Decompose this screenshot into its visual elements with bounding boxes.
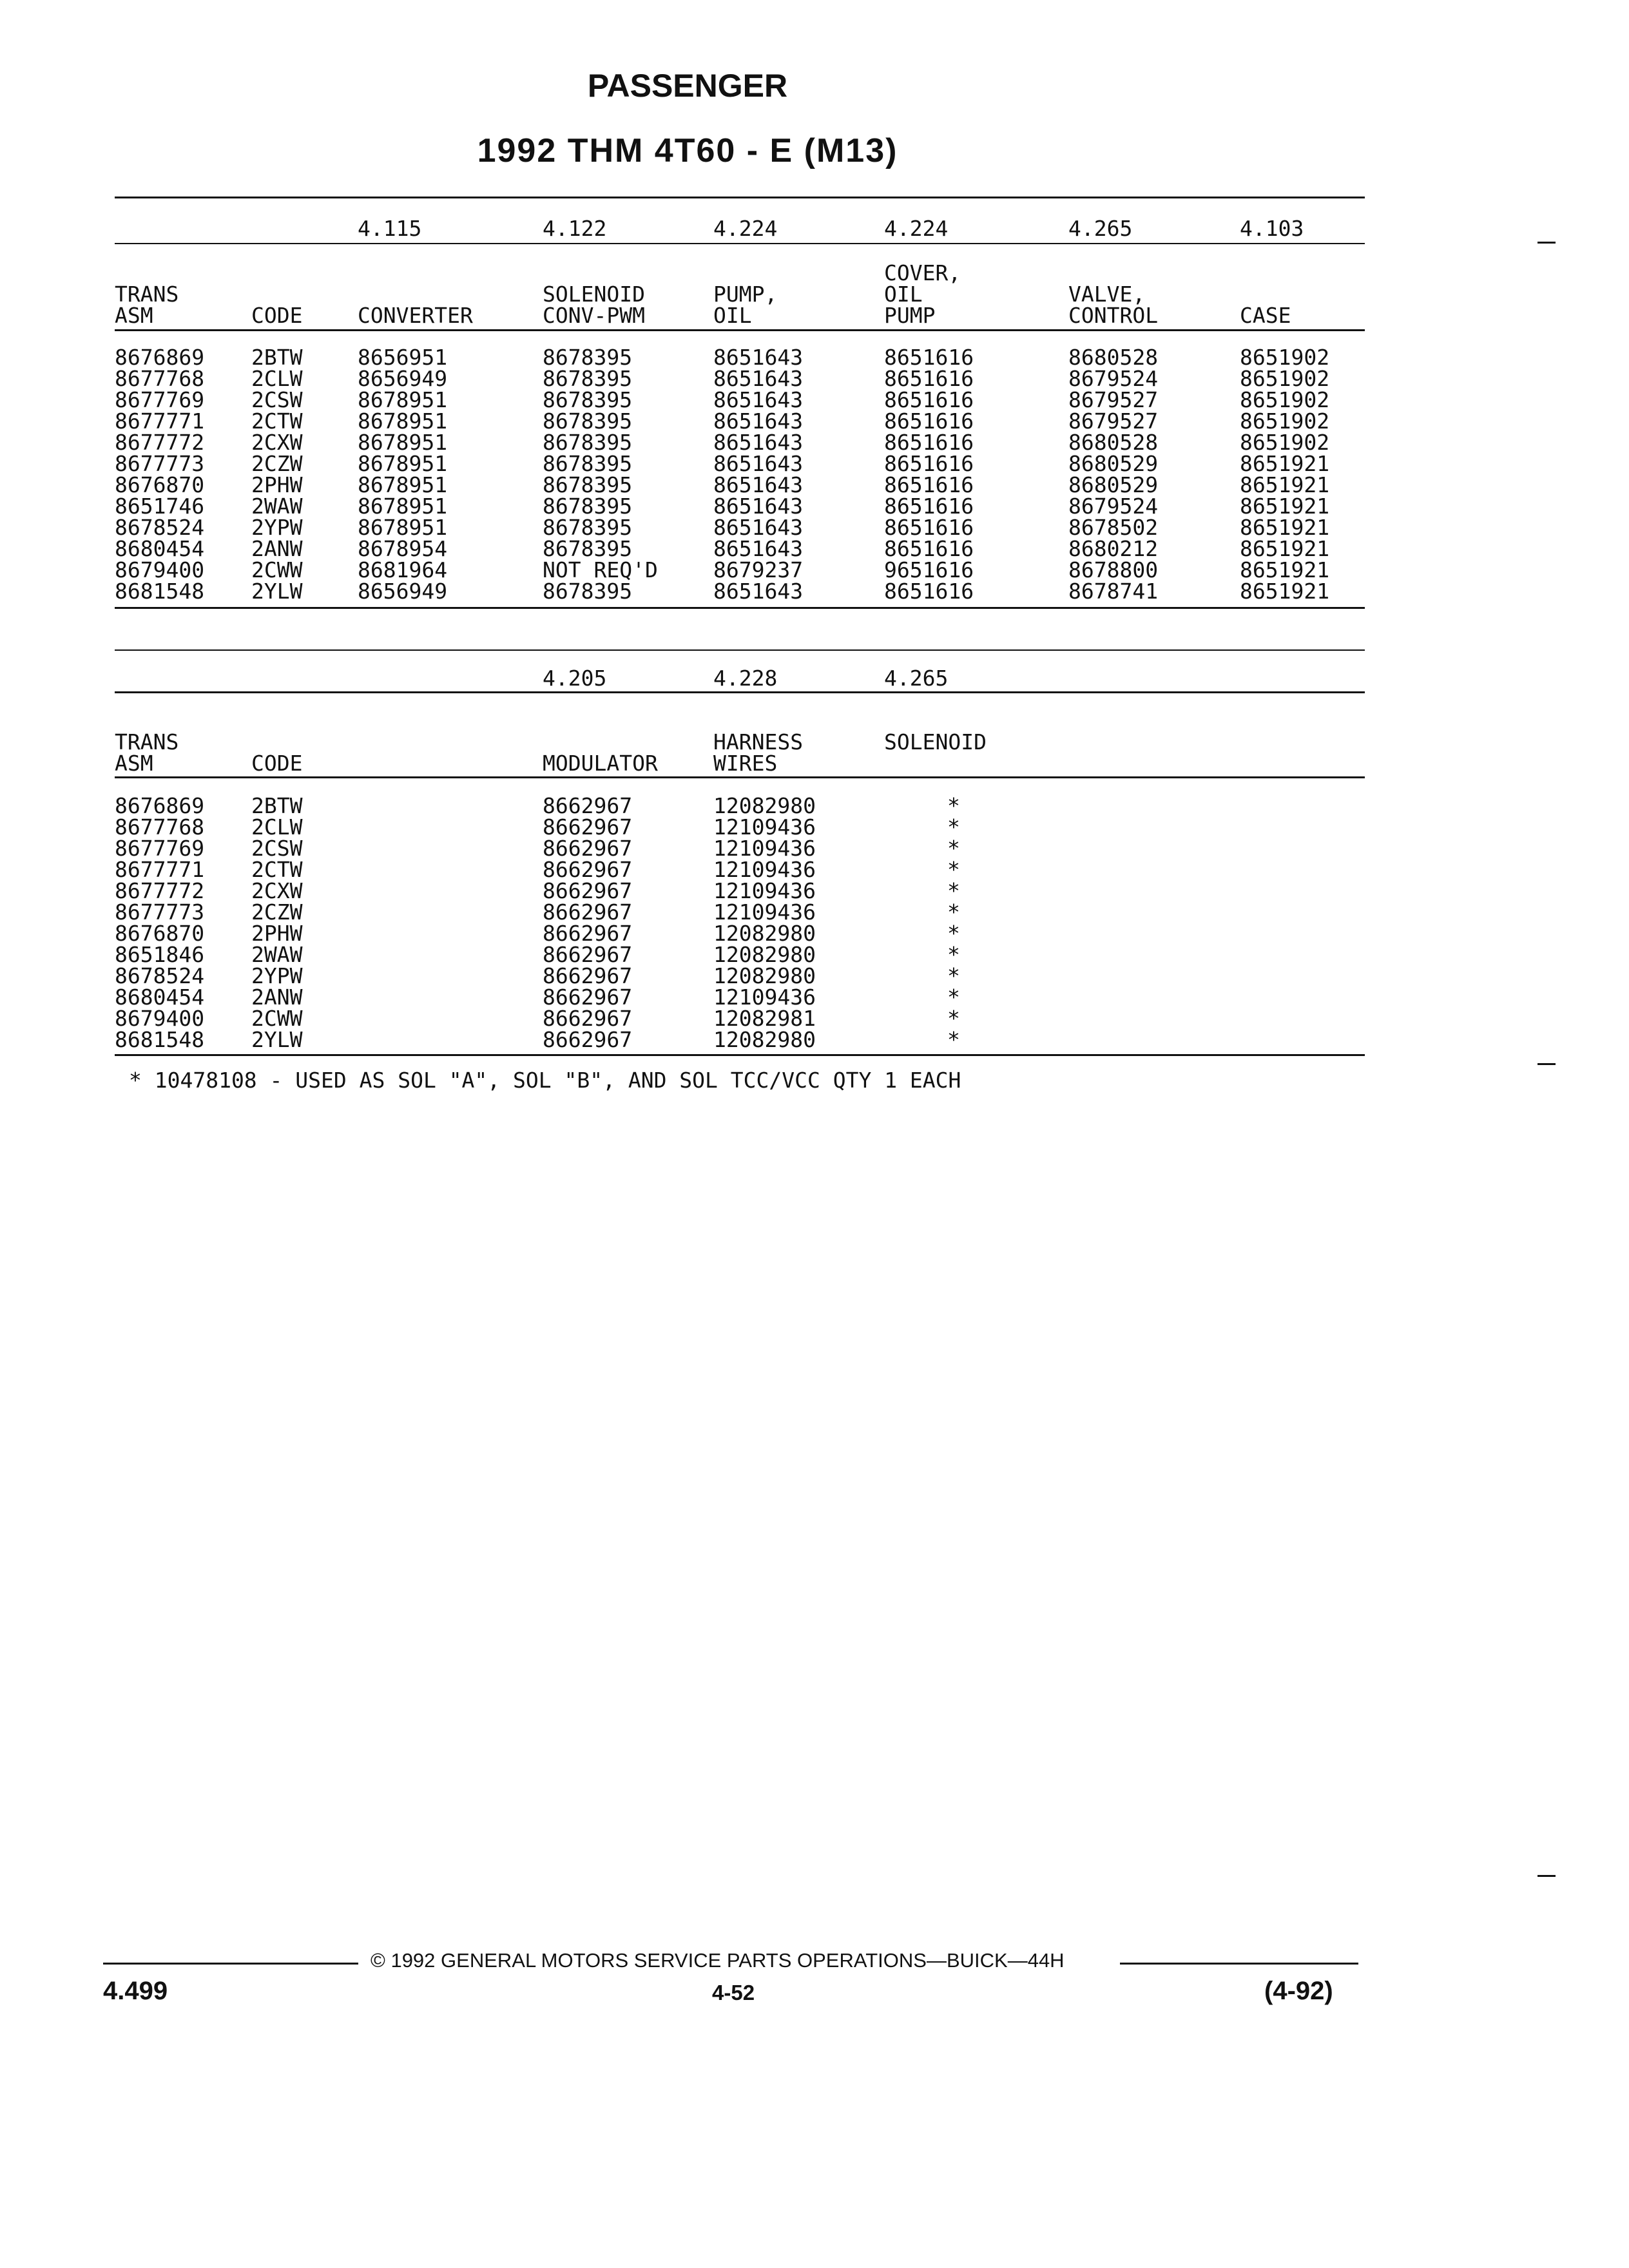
table-cell: 12082980 — [713, 963, 816, 988]
table-cell: 8677772 — [115, 878, 205, 903]
table-cell: 8662967 — [543, 1027, 633, 1052]
table-cell: 8651616 — [884, 451, 974, 476]
table-cell: 8662967 — [543, 793, 633, 818]
column-header: SOLENOID — [543, 282, 645, 307]
table-cell: 8678395 — [543, 408, 633, 434]
table-cell: 8678951 — [358, 408, 448, 434]
table-cell: 8651643 — [713, 387, 804, 412]
table-cell: 2YPW — [251, 963, 303, 988]
table-cell: 8678395 — [543, 430, 633, 455]
solenoid-asterisk: * — [947, 793, 960, 818]
table1-top-rule — [115, 197, 1365, 198]
table-cell: 2CLW — [251, 366, 303, 391]
table-cell: 2CXW — [251, 878, 303, 903]
table-cell: 8651616 — [884, 536, 974, 561]
table-cell: 8678395 — [543, 387, 633, 412]
column-header: ASM — [115, 303, 153, 328]
table-cell: 8678951 — [358, 515, 448, 540]
table-cell: 8651921 — [1240, 451, 1330, 476]
table2-bottom-rule — [115, 1054, 1365, 1056]
solenoid-asterisk: * — [947, 963, 960, 988]
table-cell: 2CWW — [251, 1006, 303, 1031]
table-cell: 2WAW — [251, 494, 303, 519]
solenoid-asterisk: * — [947, 921, 960, 946]
column-header: SOLENOID — [884, 729, 987, 754]
table-cell: 8651643 — [713, 430, 804, 455]
solenoid-asterisk: * — [947, 1027, 960, 1052]
table-cell: 8651902 — [1240, 430, 1330, 455]
table-cell: 8651921 — [1240, 515, 1330, 540]
footer-page-left: 4.499 — [103, 1977, 168, 2005]
column-header: MODULATOR — [543, 751, 658, 776]
table-cell: 8662967 — [543, 857, 633, 882]
table-cell: 8651921 — [1240, 536, 1330, 561]
table-cell: 8662967 — [543, 942, 633, 967]
table-cell: 8680529 — [1068, 472, 1159, 497]
table-cell: 8678395 — [543, 345, 633, 370]
solenoid-asterisk: * — [947, 836, 960, 861]
table-cell: 8662967 — [543, 899, 633, 925]
table-cell: 8651616 — [884, 494, 974, 519]
table-cell: 8651643 — [713, 515, 804, 540]
table-cell: 2ANW — [251, 985, 303, 1010]
table-cell: 8678951 — [358, 451, 448, 476]
table1-header-rule — [115, 329, 1365, 331]
column-header: CONTROL — [1068, 303, 1159, 328]
solenoid-asterisk: * — [947, 814, 960, 840]
table-cell: 8681548 — [115, 1027, 205, 1052]
table-cell: 8677771 — [115, 408, 205, 434]
footer-page-center: 4-52 — [712, 1981, 755, 2004]
table-cell: 2CTW — [251, 857, 303, 882]
table-cell: 8662967 — [543, 1006, 633, 1031]
page-title: PASSENGER — [587, 68, 788, 104]
table-cell: 8678954 — [358, 536, 448, 561]
column-header: PUMP — [884, 303, 936, 328]
table-cell: 2WAW — [251, 942, 303, 967]
table-cell: 2PHW — [251, 921, 303, 946]
column-header: TRANS — [115, 729, 179, 754]
column-header: OIL — [713, 303, 752, 328]
table-cell: 8651616 — [884, 408, 974, 434]
margin-mark — [1537, 1875, 1556, 1877]
table-cell: 8651616 — [884, 387, 974, 412]
table2-top-rule — [115, 649, 1365, 651]
margin-mark — [1537, 242, 1556, 244]
table-cell: 2CZW — [251, 451, 303, 476]
table-cell: 8651902 — [1240, 366, 1330, 391]
table2-code-rule — [115, 691, 1365, 693]
table-cell: 8680212 — [1068, 536, 1159, 561]
table-cell: 2YLW — [251, 1027, 303, 1052]
footer-copyright: © 1992 GENERAL MOTORS SERVICE PARTS OPERATIONS—BUICK—44H — [371, 1949, 1065, 1972]
table-cell: 8680454 — [115, 985, 205, 1010]
column-header: COVER, — [884, 260, 961, 285]
solenoid-asterisk: * — [947, 857, 960, 882]
table-cell: 8662967 — [543, 963, 633, 988]
table-cell: 12082980 — [713, 1027, 816, 1052]
table-cell: 8678951 — [358, 472, 448, 497]
column-header: PUMP, — [713, 282, 778, 307]
table-cell: 8678395 — [543, 515, 633, 540]
table-cell: 8679237 — [713, 557, 804, 582]
footnote: * 10478108 - USED AS SOL "A", SOL "B", AND SOL TCC/VCC QTY 1 EACH — [129, 1068, 961, 1093]
section-code: 4.103 — [1240, 216, 1304, 241]
table-cell: 8651616 — [884, 472, 974, 497]
table-cell: 12109436 — [713, 899, 816, 925]
table-cell: 8677773 — [115, 899, 205, 925]
table-cell: 12109436 — [713, 857, 816, 882]
section-code: 4.115 — [358, 216, 422, 241]
table-cell: 2CSW — [251, 836, 303, 861]
solenoid-asterisk: * — [947, 899, 960, 925]
column-header: OIL — [884, 282, 923, 307]
section-code: 4.265 — [884, 666, 949, 691]
table-cell: 8656951 — [358, 345, 448, 370]
table-cell: 8678951 — [358, 494, 448, 519]
table-cell: 12082980 — [713, 942, 816, 967]
table-cell: NOT REQ'D — [543, 557, 658, 582]
table-cell: 8681548 — [115, 579, 205, 604]
footer-page-right: (4-92) — [1264, 1977, 1333, 2005]
table-cell: 8651921 — [1240, 579, 1330, 604]
table-cell: 8678951 — [358, 387, 448, 412]
table-cell: 8656949 — [358, 366, 448, 391]
table-cell: 8677771 — [115, 857, 205, 882]
column-header: VALVE, — [1068, 282, 1146, 307]
footer-rule-right — [1120, 1963, 1358, 1965]
table-cell: 8681964 — [358, 557, 448, 582]
table-cell: 8662967 — [543, 814, 633, 840]
table-cell: 2YPW — [251, 515, 303, 540]
table-cell: 8679524 — [1068, 494, 1159, 519]
table-cell: 2CLW — [251, 814, 303, 840]
table1-bottom-rule — [115, 607, 1365, 609]
table-cell: 9651616 — [884, 557, 974, 582]
table-cell: 8677769 — [115, 836, 205, 861]
table-cell: 2ANW — [251, 536, 303, 561]
column-header: CODE — [251, 751, 303, 776]
table-cell: 8651643 — [713, 536, 804, 561]
page-subtitle: 1992 THM 4T60 - E (M13) — [477, 132, 898, 169]
table-cell: 12109436 — [713, 836, 816, 861]
table-cell: 2CSW — [251, 387, 303, 412]
table-cell: 8678395 — [543, 494, 633, 519]
table-cell: 8662967 — [543, 985, 633, 1010]
table-cell: 8678395 — [543, 451, 633, 476]
table-cell: 8678395 — [543, 536, 633, 561]
table1-code-rule — [115, 243, 1365, 244]
table-cell: 8677773 — [115, 451, 205, 476]
column-header: CASE — [1240, 303, 1291, 328]
table-cell: 8677769 — [115, 387, 205, 412]
table-cell: 8676869 — [115, 345, 205, 370]
section-code: 4.224 — [713, 216, 778, 241]
section-code: 4.265 — [1068, 216, 1133, 241]
table-cell: 2CTW — [251, 408, 303, 434]
table-cell: 12082980 — [713, 793, 816, 818]
table-cell: 8651616 — [884, 430, 974, 455]
table-cell: 8676870 — [115, 921, 205, 946]
table-cell: 8677768 — [115, 814, 205, 840]
table-cell: 8676869 — [115, 793, 205, 818]
table-cell: 2CXW — [251, 430, 303, 455]
table-cell: 8651921 — [1240, 472, 1330, 497]
table-cell: 8651616 — [884, 515, 974, 540]
table-cell: 8662967 — [543, 836, 633, 861]
table-cell: 8651643 — [713, 408, 804, 434]
table-cell: 2PHW — [251, 472, 303, 497]
table-cell: 8651643 — [713, 494, 804, 519]
table-cell: 8651643 — [713, 472, 804, 497]
table-cell: 8680528 — [1068, 345, 1159, 370]
table-cell: 8676870 — [115, 472, 205, 497]
table-cell: 8651643 — [713, 345, 804, 370]
table-cell: 8679527 — [1068, 408, 1159, 434]
table-cell: 8651846 — [115, 942, 205, 967]
table-cell: 8678395 — [543, 579, 633, 604]
table-cell: 12109436 — [713, 878, 816, 903]
section-code: 4.228 — [713, 666, 778, 691]
table-cell: 8651616 — [884, 345, 974, 370]
table-cell: 8678395 — [543, 366, 633, 391]
solenoid-asterisk: * — [947, 942, 960, 967]
column-header: CONVERTER — [358, 303, 473, 328]
solenoid-asterisk: * — [947, 1006, 960, 1031]
table-cell: 12109436 — [713, 985, 816, 1010]
table-cell: 8679400 — [115, 557, 205, 582]
table-cell: 8678951 — [358, 430, 448, 455]
column-header: CONV-PWM — [543, 303, 645, 328]
table-cell: 8680529 — [1068, 451, 1159, 476]
table-cell: 2BTW — [251, 793, 303, 818]
margin-mark — [1537, 1063, 1556, 1065]
table-cell: 8651902 — [1240, 387, 1330, 412]
section-code: 4.205 — [543, 666, 607, 691]
table-cell: 2CZW — [251, 899, 303, 925]
table-cell: 8679524 — [1068, 366, 1159, 391]
column-header: ASM — [115, 751, 153, 776]
table-cell: 8651643 — [713, 451, 804, 476]
table-cell: 8678741 — [1068, 579, 1159, 604]
table-cell: 8651921 — [1240, 557, 1330, 582]
table-cell: 8651643 — [713, 366, 804, 391]
table-cell: 8662967 — [543, 921, 633, 946]
column-header: CODE — [251, 303, 303, 328]
table-cell: 8679527 — [1068, 387, 1159, 412]
table-cell: 8678524 — [115, 963, 205, 988]
footer-rule-left — [103, 1963, 358, 1965]
table-cell: 12082980 — [713, 921, 816, 946]
table-cell: 8656949 — [358, 579, 448, 604]
table-cell: 8651616 — [884, 366, 974, 391]
table-cell: 8651616 — [884, 579, 974, 604]
table-cell: 8651643 — [713, 579, 804, 604]
section-code: 4.122 — [543, 216, 607, 241]
solenoid-asterisk: * — [947, 985, 960, 1010]
table-cell: 2BTW — [251, 345, 303, 370]
column-header: TRANS — [115, 282, 179, 307]
table-cell: 8678524 — [115, 515, 205, 540]
table-cell: 8680528 — [1068, 430, 1159, 455]
table-cell: 8678502 — [1068, 515, 1159, 540]
section-code: 4.224 — [884, 216, 949, 241]
table-cell: 12109436 — [713, 814, 816, 840]
solenoid-asterisk: * — [947, 878, 960, 903]
table-cell: 8651921 — [1240, 494, 1330, 519]
table-cell: 8651902 — [1240, 345, 1330, 370]
table-cell: 8677772 — [115, 430, 205, 455]
table-cell: 8680454 — [115, 536, 205, 561]
table-cell: 8651902 — [1240, 408, 1330, 434]
column-header: WIRES — [713, 751, 778, 776]
table-cell: 8678395 — [543, 472, 633, 497]
column-header: HARNESS — [713, 729, 804, 754]
table-cell: 8651746 — [115, 494, 205, 519]
table-cell: 12082981 — [713, 1006, 816, 1031]
table-cell: 8679400 — [115, 1006, 205, 1031]
table-cell: 8662967 — [543, 878, 633, 903]
table-cell: 8678800 — [1068, 557, 1159, 582]
table-cell: 8677768 — [115, 366, 205, 391]
table-cell: 2CWW — [251, 557, 303, 582]
table2-header-rule — [115, 776, 1365, 778]
table-cell: 2YLW — [251, 579, 303, 604]
